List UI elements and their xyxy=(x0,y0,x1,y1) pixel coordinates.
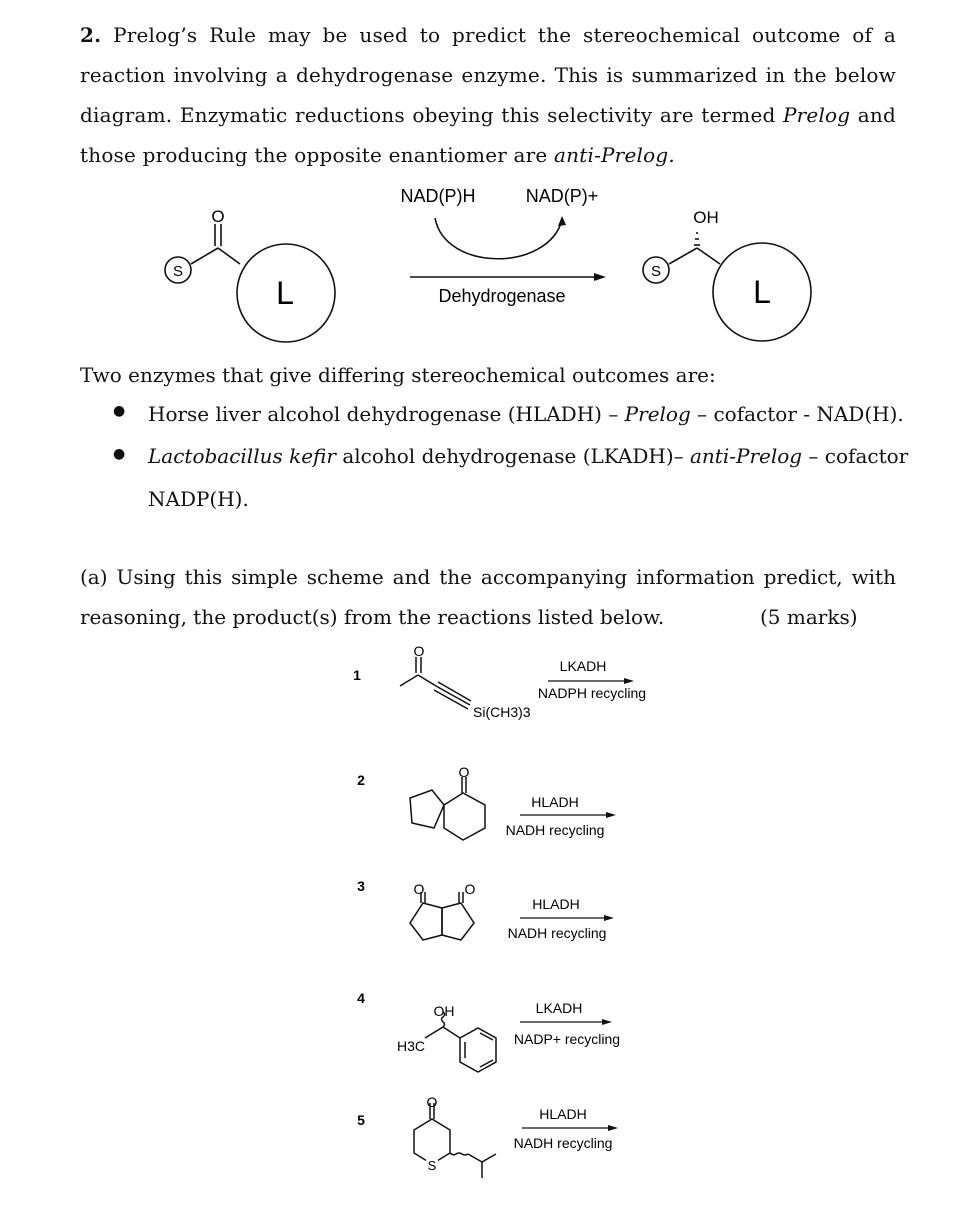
product-s-label: S xyxy=(650,263,662,280)
reaction-4-number: 4 xyxy=(357,990,365,1006)
reaction-4-oh-label: OH xyxy=(433,1003,455,1019)
reaction-2 xyxy=(357,764,616,840)
reaction-1-enzyme: LKADH xyxy=(559,658,607,674)
hashed-wedge-bond xyxy=(694,233,700,245)
reactant-l-label: L xyxy=(276,275,294,311)
reaction-5-o-label: O xyxy=(426,1094,438,1110)
question-line-1: (a) Using this simple scheme and the accompanying information predict, with xyxy=(80,565,896,589)
reaction-4-enzyme: LKADH xyxy=(535,1000,583,1016)
reaction-1-number: 1 xyxy=(353,667,361,683)
reaction-5-condition: NADH recycling xyxy=(513,1135,613,1151)
reaction-4-structure xyxy=(425,1012,496,1072)
enzyme-1-text-a: Horse liver alcohol dehydrogenase (HLADH) – xyxy=(148,402,625,426)
reaction-4-condition: NADP+ recycling xyxy=(513,1031,621,1047)
reactant-s-label: S xyxy=(172,263,184,280)
product-alcohol xyxy=(643,243,811,341)
enzyme-item-2 xyxy=(148,436,909,476)
enzyme-2-italic-b: anti-Prelog xyxy=(689,444,803,468)
enzyme-2-italic-a: Lactobacillus kefir xyxy=(148,444,336,468)
enzyme-item-1 xyxy=(148,394,904,434)
intro-text-2: and those producing the opposite enantiomer are xyxy=(80,103,896,167)
bullet-1: ● xyxy=(113,403,126,419)
enzyme-2-text-a: alcohol dehydrogenase (LKADH)– xyxy=(335,444,690,468)
bullet-2: ● xyxy=(113,446,126,462)
reaction-2-enzyme: HLADH xyxy=(531,794,579,810)
reaction-1-o-label: O xyxy=(413,643,425,659)
reaction-2-structure xyxy=(410,777,485,840)
reaction-3 xyxy=(357,878,614,941)
reaction-5 xyxy=(357,1094,618,1178)
reaction-2-condition: NADH recycling xyxy=(505,822,605,838)
prelog-term: Prelog xyxy=(783,103,851,127)
reaction-2-o-label: O xyxy=(458,764,470,780)
reaction-4-methyl-label: H3C xyxy=(397,1038,426,1054)
product-l-label: L xyxy=(753,274,771,310)
reactant-o-label: O xyxy=(211,207,225,226)
reaction-3-number: 3 xyxy=(357,878,365,894)
reaction-5-enzyme: HLADH xyxy=(539,1106,587,1122)
enzyme-item-2-line2: NADP(H). xyxy=(148,487,249,511)
reaction-list xyxy=(0,630,980,1210)
reaction-2-number: 2 xyxy=(357,772,365,788)
reaction-1-substituent: Si(CH3)3 xyxy=(473,704,531,720)
reactant-ketone xyxy=(165,224,335,342)
enzyme-label: Dehydrogenase xyxy=(438,286,566,306)
reaction-3-o-right: O xyxy=(464,881,476,897)
product-oh-label: OH xyxy=(693,208,719,227)
reaction-5-number: 5 xyxy=(357,1112,365,1128)
reaction-4 xyxy=(357,990,620,1072)
enzyme-1-text-b: – cofactor - NAD(H). xyxy=(690,402,904,426)
reaction-3-structure xyxy=(410,892,474,940)
intro-text-1: Prelog’s Rule may be used to predict the stereochemical outcome of a reaction involving a dehydrogenase enzyme. This is summarized in the below diagram. Enzymatic reductions obeying this selectivity are termed xyxy=(80,23,896,127)
reaction-3-enzyme: HLADH xyxy=(532,896,580,912)
intro-paragraph xyxy=(80,15,896,175)
reaction-3-condition: NADH recycling xyxy=(507,925,607,941)
marks-label: (5 marks) xyxy=(760,605,858,629)
cofactor-oxidized: NAD(P)+ xyxy=(525,186,599,206)
reaction-1 xyxy=(353,643,646,720)
prelog-scheme xyxy=(0,180,980,350)
enzyme-2-text-b: – cofactor xyxy=(802,444,909,468)
question-number: 2. xyxy=(80,23,102,47)
enzymes-heading: Two enzymes that give differing stereochemical outcomes are: xyxy=(80,363,716,387)
reaction-3-o-left: O xyxy=(413,881,425,897)
question-line-2: reasoning, the product(s) from the reactions listed below. xyxy=(80,605,665,629)
reaction-5-s-label: S xyxy=(427,1158,437,1173)
reaction-1-condition: NADPH recycling xyxy=(537,685,647,701)
cofactor-reduced: NAD(P)H xyxy=(400,186,476,206)
reaction-1-structure xyxy=(400,657,471,709)
anti-prelog-term: anti-Prelog. xyxy=(554,143,675,167)
enzyme-1-italic: Prelog xyxy=(624,402,691,426)
